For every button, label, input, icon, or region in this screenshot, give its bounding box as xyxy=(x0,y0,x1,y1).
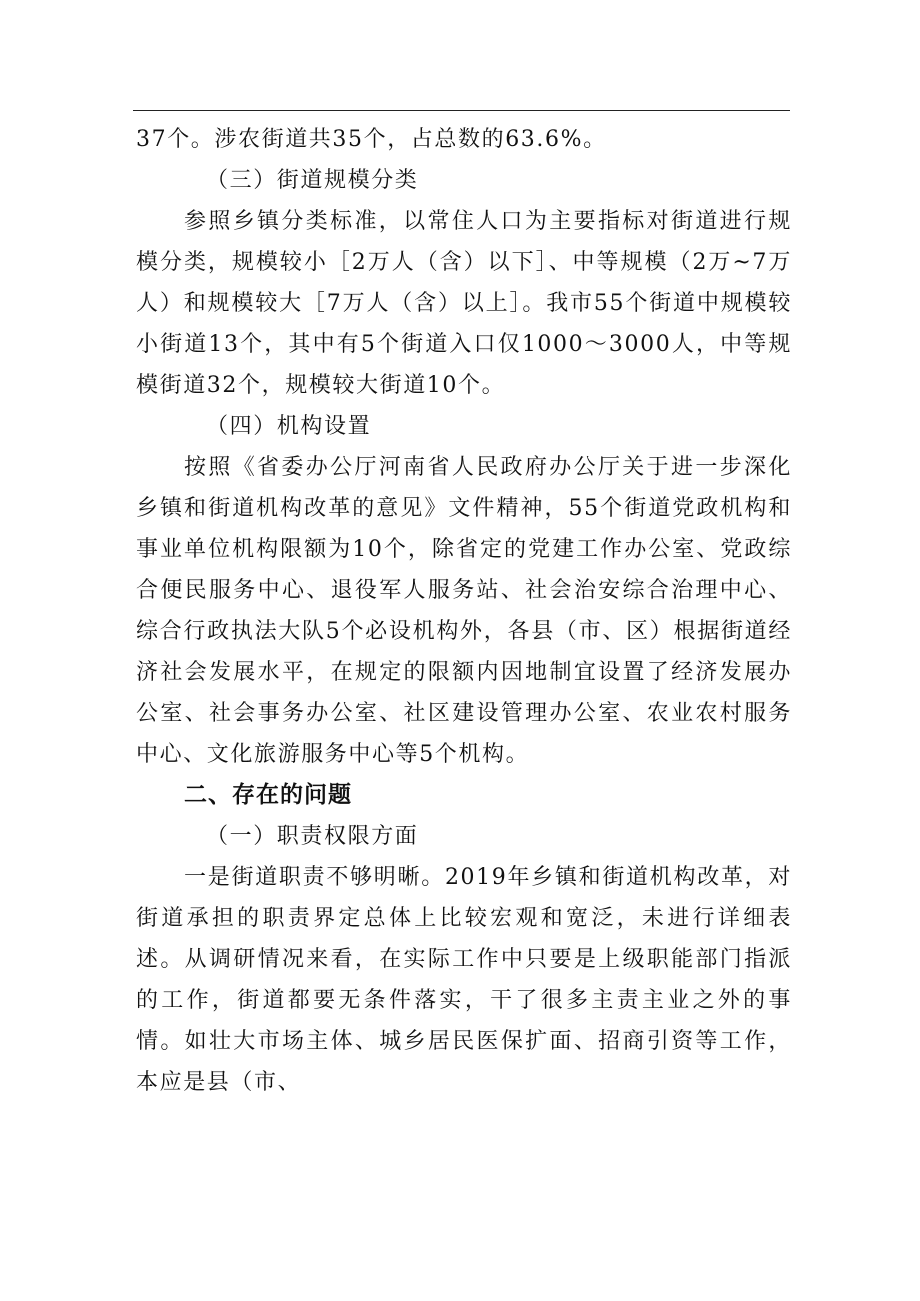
section-4-paragraph: 按照《省委办公厅河南省人民政府办公厅关于进一步深化乡镇和街道机构改革的意见》文件精神，55个街道党政机构和事业单位机构限额为10个，除省定的党建工作办公室、党政综合便民服务中心、退役军人服务站、社会治安综合治理中心、综合行政执法大队5个必设机构外，各县（市、区）根据街道经济社会发展水平，在规定的限额内因地制宜设置了经济发展办公室、社会事务办公室、社区建设管理办公室、农业农村服务中心、文化旅游服务中心等5个机构。 xyxy=(136,455,792,767)
part-2-subsection-1-paragraph: 一是街道职责不够明晰。2019年乡镇和街道机构改革，对街道承担的职责界定总体上比较宏观和宽泛，未进行详细表述。从调研情况来看，在实际工作中只要是上级职能部门指派的工作，街道都要无条件落实，干了很多主责主业之外的事情。如壮大市场主体、城乡居民医保扩面、招商引资等工作，本应是县（市、 xyxy=(136,865,792,1095)
section-3-paragraph: 参照乡镇分类标准，以常住人口为主要指标对街道进行规模分类，规模较小［2万人（含）以下］、中等规模（2万~7万人）和规模较大［7万人（含）以上］。我市55个街道中规模较小街道13个，其中有5个街道入口仅1000～3000人，中等规模街道32个，规模较大街道10个。 xyxy=(136,209,792,398)
header-rule xyxy=(133,110,790,111)
continued-paragraph: 37个。涉农街道共35个，占总数的63.6%。 xyxy=(136,127,607,152)
part-2-heading: 二、存在的问题 xyxy=(184,782,352,808)
document-body xyxy=(136,119,792,1103)
part-2-subsection-1-title: （一）职责权限方面 xyxy=(206,824,419,849)
section-3-title: （三）街道规模分类 xyxy=(206,168,419,193)
section-4-title: （四）机构设置 xyxy=(206,414,372,439)
